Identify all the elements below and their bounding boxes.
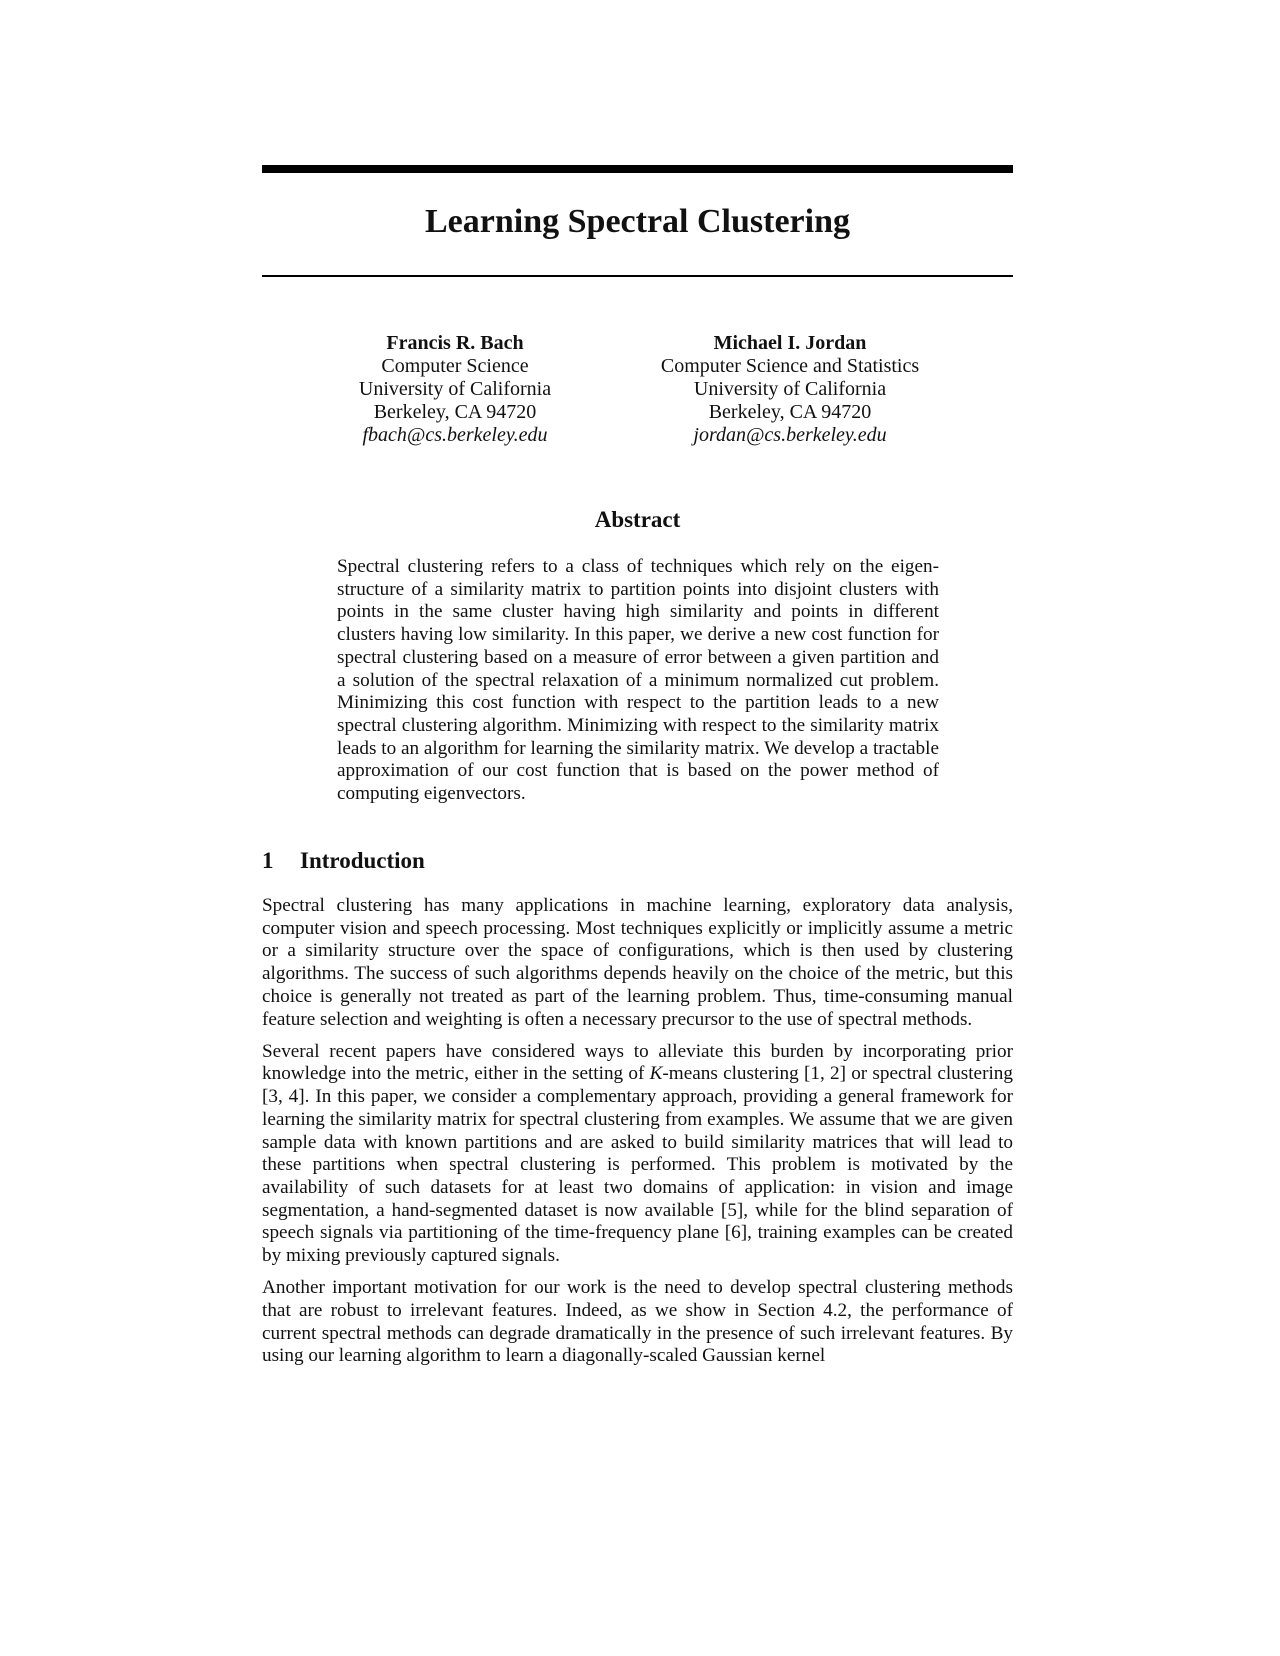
- author-email: fbach@cs.berkeley.edu: [362, 424, 548, 446]
- author-institution: University of California: [693, 378, 887, 400]
- section-title: Introduction: [300, 848, 425, 873]
- paragraph: Spectral clustering has many applications in machine learning, exploratory data analysis, computer vision and speech processing. Most techniques explicitly or implicitly assume a metric or a similarity structure over the space of configurations, which is then used by clustering algorithms. The success of such algorithms depends heavily on the choice of the metric, but this choice is generally not treated as part of the learning problem. Thus, time-consuming manual feature selection and weighting is often a necessary precursor to the use of spectral methods.: [262, 895, 1013, 1030]
- title-top-rule: [262, 165, 1013, 173]
- author-block: [340, 332, 570, 447]
- abstract-text: Spectral clustering refers to a class of techniques which rely on the eigenstructure of a similarity matrix to partition points into disjoint clusters with points in the same cluster having high similarity and points in different clusters having low similarity. In this paper, we derive a new cost function for spectral clustering based on a measure of error between a given partition and a solution of the spectral relaxation of a minimum normalized cut problem. Minimizing this cost function with respect to the partition leads to a new spectral clustering algorithm. Minimizing with respect to the similarity matrix leads to an algorithm for learning the similarity matrix. We develop a tractable approximation of our cost function that is based on the power method of computing eigenvectors.: [337, 556, 939, 805]
- author-department: Computer Science: [381, 355, 529, 377]
- author-email: jordan@cs.berkeley.edu: [693, 424, 887, 446]
- author-block: [630, 332, 950, 447]
- author-name: Michael I. Jordan: [713, 332, 867, 354]
- author-address: Berkeley, CA 94720: [708, 401, 872, 423]
- title-bottom-rule: [262, 275, 1013, 277]
- paragraph: Another important motivation for our work is the need to develop spectral clustering methods that are robust to irrelevant features. Indeed, as we show in Section 4.2, the performance of current spectral methods can degrade dramatically in the presence of such irrelevant features. By using our learning algorithm to learn a diagonally-scaled Gaussian kernel: [262, 1277, 1013, 1367]
- author-address: Berkeley, CA 94720: [373, 401, 537, 423]
- section-body: [262, 895, 1013, 1378]
- section-number: 1: [262, 848, 274, 873]
- abstract-heading: Abstract: [594, 507, 681, 532]
- author-name: Francis R. Bach: [386, 332, 524, 354]
- math-symbol: K: [649, 1063, 663, 1085]
- paragraph-text: Several recent papers have considered ways to alleviate this burden by incorporating prior knowledge into the metric, either in the setting of: [262, 1040, 1013, 1085]
- author-institution: University of California: [358, 378, 552, 400]
- paragraph: [262, 1041, 1013, 1268]
- paper-title: Learning Spectral Clustering: [425, 203, 850, 240]
- paragraph-text: -means clustering [1, 2] or spectral clustering [3, 4]. In this paper, we consider a complementary approach, providing a general framework for learning the similarity matrix for spectral clustering from examples. We assume that we are given sample data with known partitions and are asked to build similarity matrices that will lead to these partitions when spectral clustering is performed. This problem is motivated by the availability of such datasets for at least two domains of application: in vision and image segmentation, a hand-segmented dataset is now available [5], while for the blind separation of speech signals via partitioning of the time-frequency plane [6], training examples can be created by mixing previously captured signals.: [262, 1063, 1013, 1267]
- section-heading: [262, 846, 1013, 876]
- author-department: Computer Science and Statistics: [660, 355, 920, 377]
